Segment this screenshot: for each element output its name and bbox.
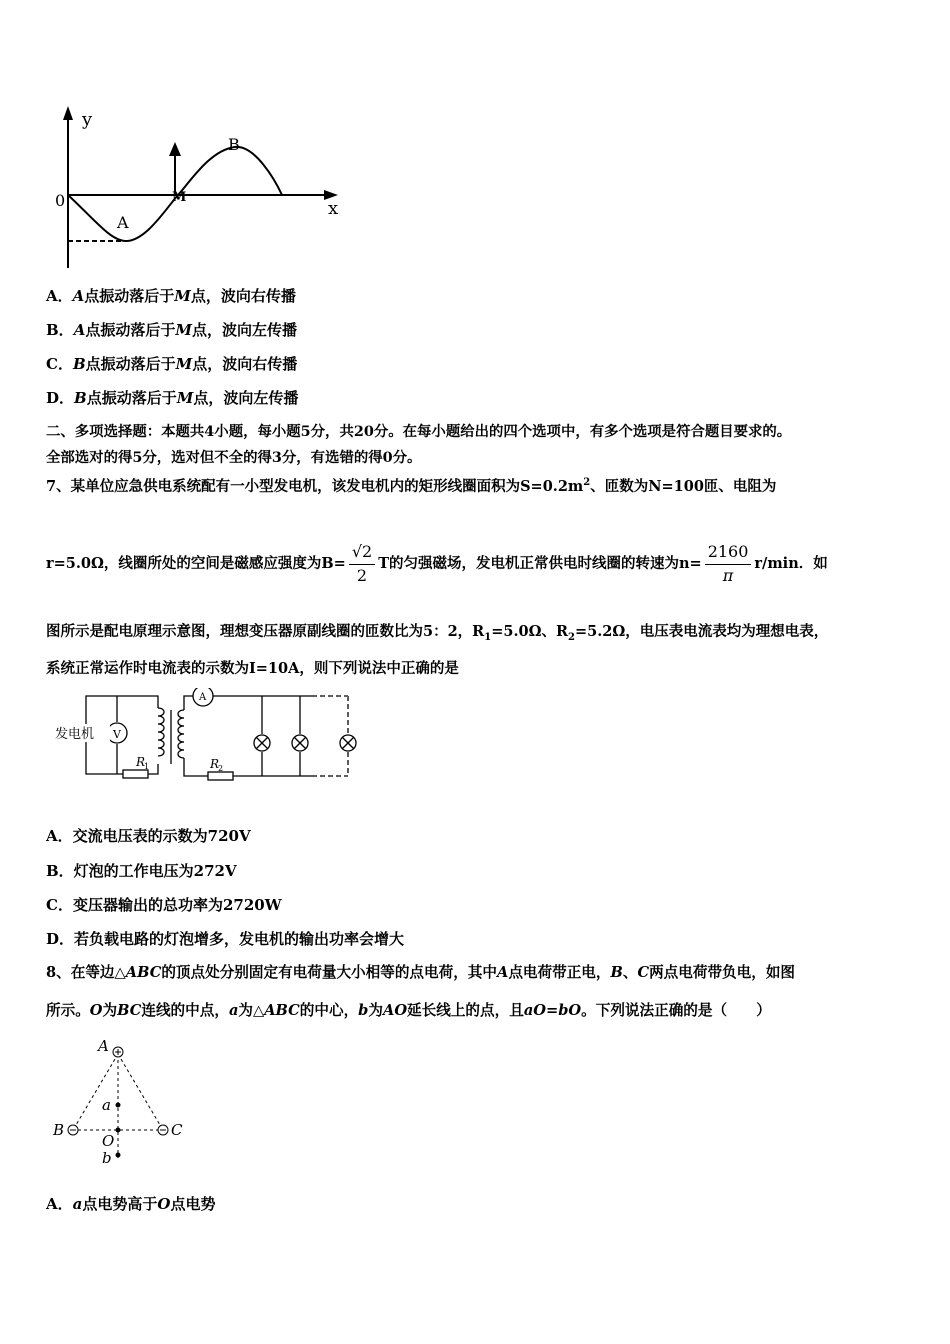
q7-option-c: C．变压器输出的总功率为2720W [46, 896, 282, 914]
vertex-a-label: A [98, 1037, 109, 1055]
q7-line3: 图所示是配电原理示意图，理想变压器原副线圈的匝数比为5：2，$R_1=5.0\Omega$、$R_2=5.2\Omega$，电压表电流表均为理想电表， [46, 623, 829, 643]
point-b-small-label: b [102, 1149, 112, 1167]
q7-option-a: A．交流电压表的示数为720V [46, 827, 251, 845]
fraction-b: $\frac{√2}{2}$ [349, 541, 375, 587]
fraction-n: $\frac{2160}{\pi}$ [705, 541, 752, 587]
r1-sub: 1 [144, 762, 150, 771]
point-m-label: M [172, 190, 187, 205]
q8-line2: 所示。O为BC连线的中点，a为△ABC的中心，b为AO延长线上的点，且aO=bO。下列说法正确的是（ ） [46, 1002, 771, 1019]
vertex-c-label: C [171, 1121, 183, 1139]
triangle-figure [50, 1034, 200, 1169]
origin-label: 0 [55, 191, 66, 210]
point-b-label: B [228, 135, 240, 154]
point-o-label: O [102, 1132, 115, 1150]
q8-line1: 8、在等边△ABC的顶点处分别固定有电荷量大小相等的点电荷，其中A点电荷带正电，B、C两点电荷带负电，如图 [46, 964, 796, 981]
generator-label: 发电机 [55, 727, 95, 742]
q7-line1: 7、某单位应急供电系统配有一小型发电机，该发电机内的矩形线圈面积为$S=0.2m^2$、匝数为N=100匝、电阻为 [46, 477, 777, 495]
q6-option-c: C．B点振动落后于M点，波向右传播 [46, 355, 298, 373]
circuit-figure [50, 688, 370, 788]
q6-option-a: A．A点振动落后于M点，波向右传播 [46, 287, 296, 305]
q6-option-b: B．A点振动落后于M点，波向左传播 [46, 321, 297, 339]
section2-line2: 全部选对的得5分，选对但不全的得3分，有选错的得0分。 [46, 449, 422, 466]
point-a-small-label: a [102, 1096, 111, 1114]
q6-option-d: D．B点振动落后于M点，波向左传播 [46, 389, 299, 407]
r1-label: R [136, 755, 146, 769]
r2-label: R [210, 757, 220, 771]
q8-option-a: A．a点电势高于O点电势 [46, 1195, 216, 1213]
x-axis-label: x [328, 198, 339, 219]
wave-figure [50, 100, 350, 275]
section2-line1: 二、多项选择题：本题共4小题，每小题5分，共20分。在每小题给出的四个选项中，有多个选项是符合题目要求的。 [46, 423, 792, 440]
q7-line4: 系统正常运作时电流表的示数为I=10A，则下列说法中正确的是 [46, 660, 459, 677]
q7-line2: r=5.0Ω，线圈所处的空间是磁感应强度为B= $\frac{√2}{2}$ T的匀强磁场，发电机正常供电时线圈的转速为n= $\frac{2160}{\pi}$ r/min．如 [46, 542, 828, 585]
y-axis-label: y [82, 109, 93, 130]
ammeter-label: A [199, 692, 207, 703]
voltmeter-label: V [113, 728, 121, 741]
q7-option-b: B．灯泡的工作电压为272V [46, 862, 237, 880]
q7-option-d: D．若负载电路的灯泡增多，发电机的输出功率会增大 [46, 930, 405, 948]
vertex-b-label: B [53, 1121, 65, 1139]
r2-sub: 2 [218, 764, 224, 773]
point-a-label: A [117, 213, 129, 232]
